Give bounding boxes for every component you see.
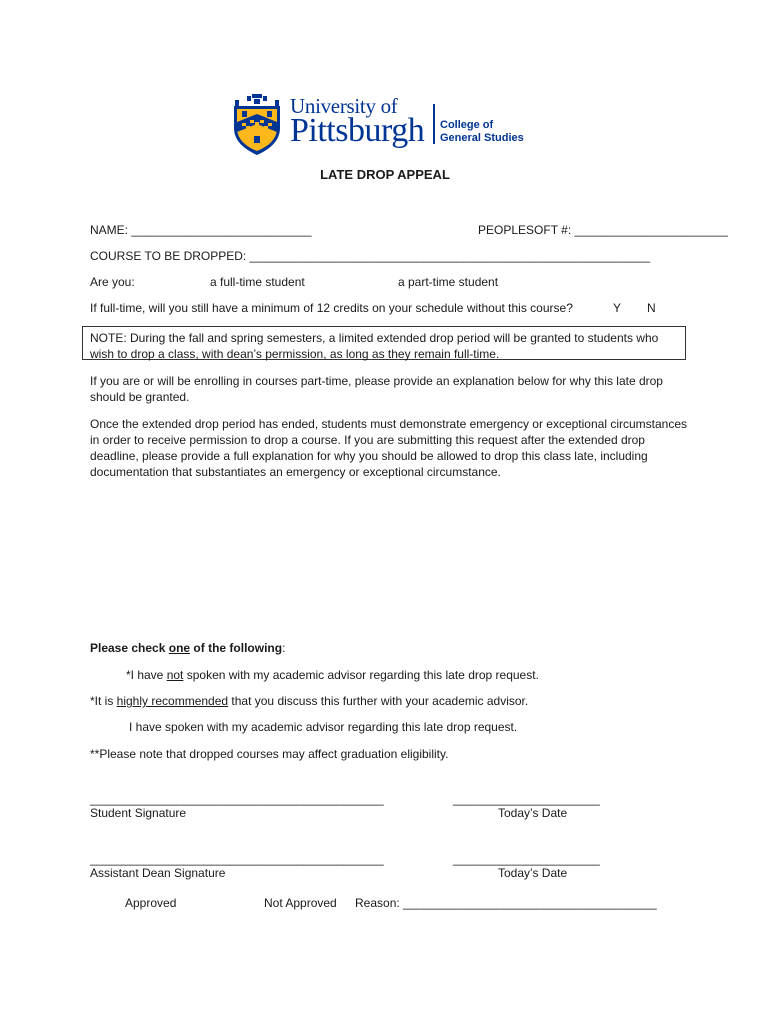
logo-line-1: University of: [290, 94, 398, 118]
opt1-pre: *I have: [126, 668, 167, 682]
not-approved-option[interactable]: Not Approved: [264, 896, 337, 910]
course-field[interactable]: COURSE TO BE DROPPED: ____________________________________________________________: [90, 249, 651, 263]
option-full-time[interactable]: a full-time student: [210, 275, 305, 289]
note-box: NOTE: During the fall and spring semesters, a limited extended drop period will be granted to students who wish to drop a class, with dean’s permission, as long as they remain full-time.: [82, 326, 686, 360]
opt1-post: spoken with my academic advisor regarding this late drop request.: [183, 668, 539, 682]
student-date-label: Today’s Date: [498, 806, 568, 820]
option-part-time[interactable]: a part-time student: [398, 275, 499, 289]
credits-yes[interactable]: Y: [613, 301, 622, 315]
option-not-spoken[interactable]: [126, 668, 539, 682]
page-title: LATE DROP APPEAL: [320, 167, 450, 182]
peoplesoft-field[interactable]: PEOPLESOFT #: _______________________: [478, 223, 728, 237]
check-heading-pre: Please check: [90, 641, 169, 655]
check-heading-post: of the following: [190, 641, 283, 655]
option-spoken[interactable]: I have spoken with my academic advisor regarding this late drop request.: [129, 720, 518, 734]
student-signature-label: Student Signature: [90, 806, 187, 820]
check-heading: [90, 641, 285, 655]
rec-pre: *It is: [90, 694, 117, 708]
logo-line-2: Pittsburgh: [290, 112, 425, 149]
approved-option[interactable]: Approved: [125, 896, 177, 910]
dean-date-label: Today’s Date: [498, 866, 568, 880]
extended-paragraph: Once the extended drop period has ended, students must demonstrate emergency or exceptional circumstances in order to receive permission to drop a course. If you are submitting this request after the extended drop deadline, please provide a full explanation for why you should be allowed to drop this class late, including documentation that substantiates an emergency or exceptional circumstance.: [90, 417, 688, 479]
logo-college-line-1: College of: [440, 119, 494, 131]
recommendation-text: [90, 694, 528, 708]
rec-post: that you discuss this further with your academic advisor.: [228, 694, 529, 708]
check-heading-emphasis: one: [168, 641, 191, 655]
credits-question: If full-time, will you still have a minimum of 12 credits on your schedule without this course?: [90, 301, 573, 315]
status-question: Are you:: [90, 275, 135, 289]
dean-signature-line[interactable]: ____________________________________________: [90, 852, 384, 866]
check-heading-colon: :: [282, 641, 286, 655]
student-signature-line[interactable]: ____________________________________________: [90, 792, 384, 806]
university-logo: [232, 92, 532, 162]
logo-college: [440, 119, 524, 145]
name-field[interactable]: NAME: ___________________________: [90, 223, 312, 237]
dean-date-line[interactable]: ______________________: [453, 852, 600, 866]
dean-signature-label: Assistant Dean Signature: [90, 866, 226, 880]
reason-field[interactable]: Reason: ______________________________________: [355, 896, 657, 910]
logo-college-line-2: General Studies: [440, 132, 524, 144]
opt1-emphasis: not: [166, 668, 184, 682]
rec-emphasis: highly recommended: [116, 694, 229, 708]
parttime-paragraph: If you are or will be enrolling in courses part-time, please provide an explanation below for why this late drop should be granted.: [90, 374, 663, 404]
pitt-shield-icon: [232, 92, 282, 158]
logo-divider: [433, 104, 435, 144]
student-date-line[interactable]: ______________________: [453, 792, 600, 806]
credits-no[interactable]: N: [647, 301, 656, 315]
graduation-note: **Please note that dropped courses may affect graduation eligibility.: [90, 747, 449, 761]
